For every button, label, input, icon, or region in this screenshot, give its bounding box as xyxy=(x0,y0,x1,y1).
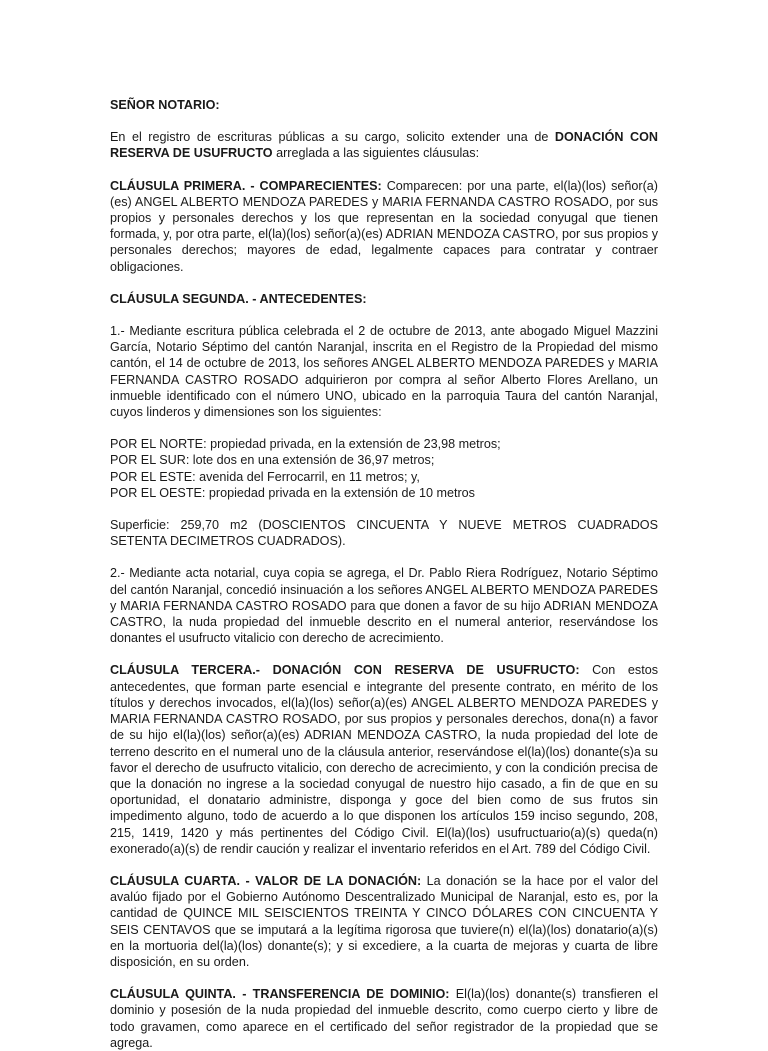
lindero-oeste: POR EL OESTE: propiedad privada en la extensión de 10 metros xyxy=(110,485,475,500)
intro-bold: DONACIÓN CON RESERVA DE USUFRUCTO xyxy=(110,130,658,161)
clausula-primera xyxy=(110,178,658,275)
salutation: SEÑOR NOTARIO: xyxy=(110,98,220,112)
intro-paragraph xyxy=(110,129,658,161)
intro-text-2: arreglada a las siguientes cláusulas: xyxy=(272,146,480,161)
clausula-tercera-title: CLÁUSULA TERCERA.- DONACIÓN CON RESERVA DE USUFRUCTO: xyxy=(110,663,580,678)
linderos-list xyxy=(110,436,658,501)
lindero-norte: POR EL NORTE: propiedad privada, en la extensión de 23,98 metros; xyxy=(110,437,501,452)
clausula-quinta xyxy=(110,986,658,1051)
intro-text-1: En el registro de escrituras públicas a su cargo, solicito extender una de xyxy=(110,130,555,145)
clausula-cuarta-title: CLÁUSULA CUARTA. - VALOR DE LA DONACIÓN: xyxy=(110,873,422,888)
clausula-cuarta xyxy=(110,873,658,970)
clausula-segunda-title: CLÁUSULA SEGUNDA. - ANTECEDENTES: xyxy=(110,291,367,306)
clausula-tercera-body: Con estos antecedentes, que forman parte esencial e integrante del presente contrato, en mérito de los títulos y derechos invocados, el(la)(los) señor(a)(es) ANGEL ALBERTO MENDOZA PAREDES y MARIA FERNANDA CASTRO ROSADO, por sus propios y personales derechos, dona(n) a favor de su hijo el(la)(los) señor(a)(es) ADRIAN MENDOZA CASTRO, la nuda propiedad del lote de terreno descrito en el numeral uno de la cláusula anterior, reservándose el(la)(los) donante(s)a su favor el derecho de usufructo vitalicio, con derecho de acrecimiento, y con la condición precisa de que la donación no ingrese a la sociedad conyugal de nuestro hijo casado, a fin de que en su oportunidad, el donatario administre, disponga y goce del bien como de sus frutos sin impedimento alguno, todo de acuerdo a lo que disponen los artículos 159 inciso segundo, 208, 215, 1419, 1420 y más pertinentes del Código Civil. El(la)(los) usufructuario(a)(s) queda(n) exonerado(a)(s) de rendir caución y realizar el inventario referidos en el Art. 789 del Código Civil. xyxy=(110,663,658,856)
clausula-cuarta-body: La donación se la hace por el valor del avalúo fijado por el Gobierno Autónomo Descentralizado Municipal de Naranjal, esto es, por la cantidad de QUINCE MIL SEISCIENTOS TREINTA Y CINCO DÓLARES CON CINCUENTA Y SEIS CENTAVOS que se imputará a la legítima rigorosa que tuviere(n) el(la)(los) donatario(a)(s) en la mortuoria del(la)(los) donante(s); y si excediere, a la cuarta de mejoras y cuarta de libre disposición, en su orden. xyxy=(110,873,658,969)
superficie: Superficie: 259,70 m2 (DOSCIENTOS CINCUENTA Y NUEVE METROS CUADRADOS SETENTA DECIMETROS CUADRADOS). xyxy=(110,518,658,549)
lindero-sur: POR EL SUR: lote dos en una extensión de 36,97 metros; xyxy=(110,453,435,468)
clausula-quinta-title: CLÁUSULA QUINTA. - TRANSFERENCIA DE DOMINIO: xyxy=(110,987,450,1002)
clausula-primera-body: Comparecen: por una parte, el(la)(los) señor(a)(es) ANGEL ALBERTO MENDOZA PAREDES y MARIA FERNANDA CASTRO ROSADO, por sus propios y personales derechos y los que representan en la sociedad conyugal que tienen formada, y, por otra parte, el(la)(los) señor(a)(es) ADRIAN MENDOZA CASTRO, por sus propios y personales derechos; mayores de edad, legalmente capaces para contratar y contraer obligaciones. xyxy=(110,178,658,274)
lindero-este: POR EL ESTE: avenida del Ferrocarril, en 11 metros; y, xyxy=(110,469,420,484)
clausula-quinta-body: El(la)(los) donante(s) transfieren el dominio y posesión de la nuda propiedad del inmueble descrito, como cuerpo cierto y libre de todo gravamen, como aparece en el certificado del señor registrador de la propiedad que se agrega. xyxy=(110,987,658,1050)
antecedente-2: 2.- Mediante acta notarial, cuya copia se agrega, el Dr. Pablo Riera Rodríguez, Notario Séptimo del cantón Naranjal, concedió insinuación a los señores ANGEL ALBERTO MENDOZA PAREDES y MARIA FERNANDA CASTRO ROSADO para que donen a favor de su hijo ADRIAN MENDOZA CASTRO, la nuda propiedad del inmueble descrito en el numeral anterior, reservándose los donantes el usufructo vitalicio con derecho de acrecimiento. xyxy=(110,566,658,646)
clausula-tercera xyxy=(110,662,658,856)
clausula-primera-title: CLÁUSULA PRIMERA. - COMPARECIENTES: xyxy=(110,178,382,193)
antecedente-1: 1.- Mediante escritura pública celebrada el 2 de octubre de 2013, ante abogado Miguel Mazzini García, Notario Séptimo del cantón Naranjal, inscrita en el Registro de la Propiedad del mismo cantón, el 14 de octubre de 2013, los señores ANGEL ALBERTO MENDOZA PAREDES y MARIA FERNANDA CASTRO ROSADO adquirieron por compra al señor Alberto Flores Arellano, un inmueble identificado con el número UNO, ubicado en la parroquia Taura del cantón Naranjal, cuyos linderos y dimensiones son los siguientes: xyxy=(110,324,658,420)
